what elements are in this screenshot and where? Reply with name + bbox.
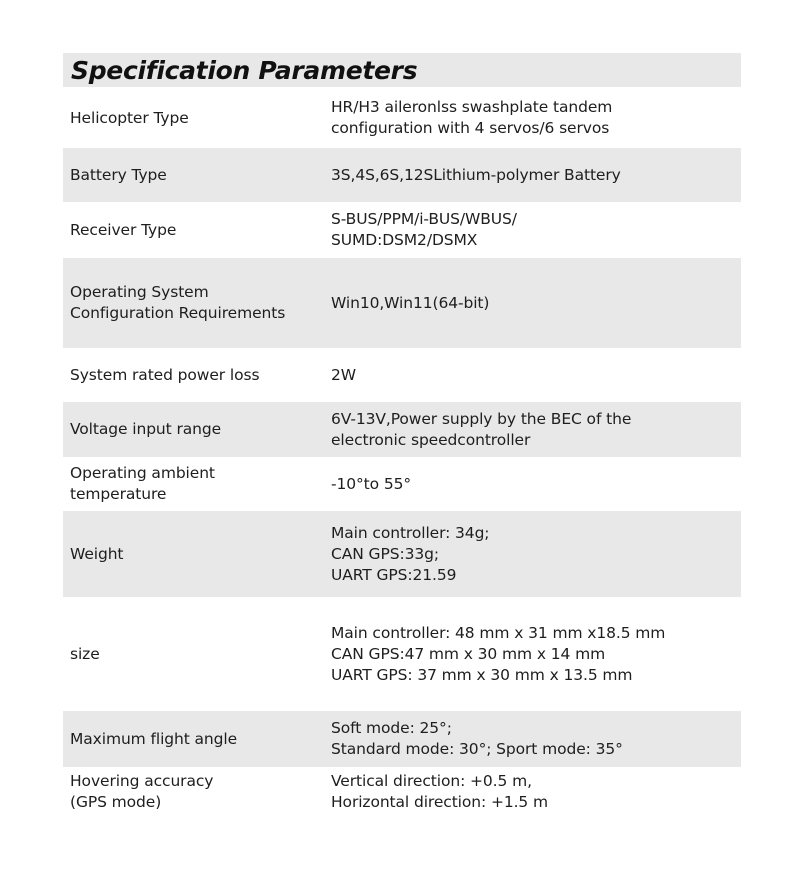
spec-value: 6V-13V,Power supply by the BEC of the electronic speedcontroller [331,409,632,449]
title-bar [63,53,741,87]
spec-value: S-BUS/PPM/i-BUS/WBUS/ SUMD:DSM2/DSMX [331,210,517,249]
spec-value: Soft mode: 25°; Standard mode: 30°; Sport mode: 35° [331,719,623,758]
spec-value: 2W [331,365,356,384]
spec-row-max-flight-angle [63,711,741,767]
spec-value: Vertical direction: +0.5 m, Horizontal direction: +1.5 m [331,772,549,811]
spec-label: Voltage input range [70,420,222,438]
spec-label: Receiver Type [70,220,177,239]
spec-label: Operating ambient temperature [70,464,215,503]
spec-label: Hovering accuracy (GPS mode) [70,772,214,811]
spec-value: -10°to 55° [331,474,412,493]
spec-value: 3S,4S,6S,12SLithium-polymer Battery [331,165,621,184]
spec-table [63,53,741,817]
spec-value: Main controller: 48 mm x 31 mm x18.5 mm CAN GPS:47 mm x 30 mm x 14 mm UART GPS: 37 mm x 30 mm x 13.5 mm [331,623,666,684]
spec-row-helicopter-type [63,88,741,148]
spec-label: Weight [70,544,124,563]
spec-value: Win10,Win11(64-bit) [331,293,490,312]
spec-label: System rated power loss [70,365,260,384]
spec-label: Maximum flight angle [70,729,238,748]
spec-value: HR/H3 aileronlss swashplate tandem configuration with 4 servos/6 servos [331,98,613,137]
spec-row-power-loss [63,348,741,402]
spec-row-operating-system [63,258,741,348]
spec-label: Helicopter Type [70,108,189,127]
spec-label: Operating System Configuration Requirements [70,283,286,322]
spec-row-weight [63,511,741,597]
page-title: Specification Parameters [71,55,418,85]
spec-row-receiver-type [63,202,741,258]
spec-value: Main controller: 34g; CAN GPS:33g; UART GPS:21.59 [331,523,490,584]
spec-row-hovering-accuracy [63,767,741,817]
spec-row-voltage-input [63,402,741,457]
spec-label: size [70,644,100,663]
spec-row-size [63,597,741,711]
spec-label: Battery Type [70,165,167,184]
spec-row-battery-type [63,148,741,202]
spec-row-ambient-temperature [63,457,741,511]
